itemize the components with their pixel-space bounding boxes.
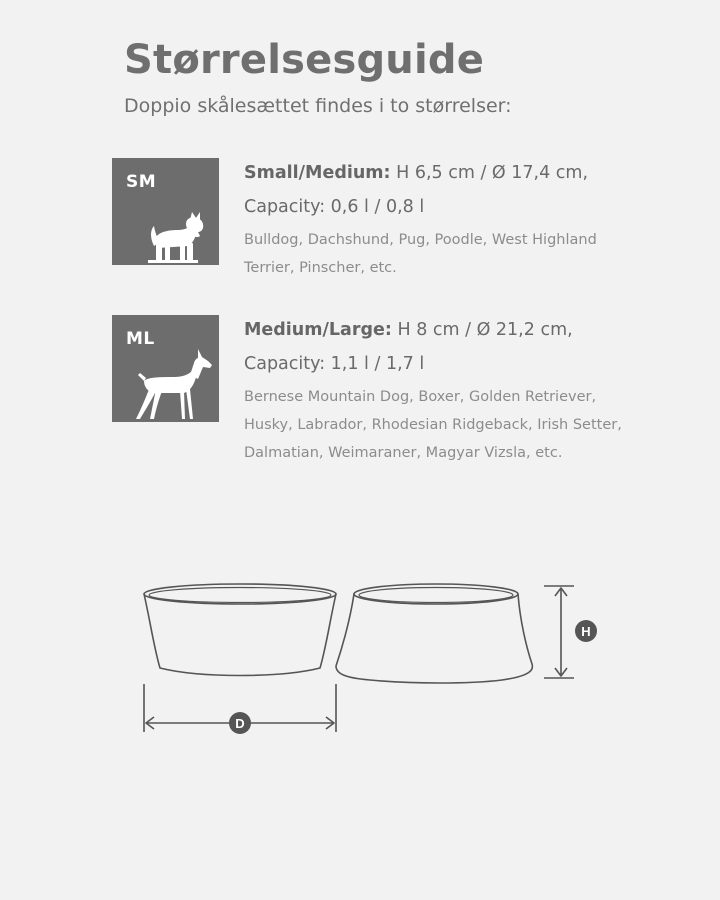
height-dimension-line (544, 586, 574, 678)
height-marker-label: H (581, 624, 591, 639)
size-capacity: Capacity: 1,1 l / 1,7 l (244, 354, 425, 374)
diameter-marker (229, 712, 251, 734)
size-badge-sm (112, 158, 219, 265)
diameter-marker-label: D (235, 716, 245, 731)
page-subtitle: Doppio skålesættet findes i to størrelser: (124, 95, 512, 117)
bowl-side-view-flared (336, 584, 532, 683)
height-marker (575, 620, 597, 642)
size-badge-ml (112, 315, 219, 422)
size-dimensions: H 6,5 cm / Ø 17,4 cm, (396, 163, 589, 183)
large-dog-icon (112, 315, 219, 422)
size-info-ml (244, 313, 634, 467)
badge-label: ML (126, 329, 155, 349)
page-title: Størrelsesguide (124, 37, 485, 83)
badge-label: SM (126, 172, 157, 192)
size-spec (244, 313, 634, 381)
small-dog-icon (112, 158, 219, 265)
size-info-sm (244, 156, 634, 282)
size-capacity: Capacity: 0,6 l / 0,8 l (244, 197, 425, 217)
breed-list: Bernese Mountain Dog, Boxer, Golden Retriever, Husky, Labrador, Rhodesian Ridgeback, Irish Setter, Dalmatian, Weimaraner, Magyar Vizsla, etc. (244, 389, 622, 461)
size-spec (244, 156, 634, 224)
size-dimensions: H 8 cm / Ø 21,2 cm, (397, 320, 573, 340)
size-name: Medium/Large: (244, 320, 392, 340)
size-name: Small/Medium: (244, 163, 391, 183)
bowl-side-view-tapered (144, 584, 336, 676)
breed-list: Bulldog, Dachshund, Pug, Poodle, West Highland Terrier, Pinscher, etc. (244, 232, 597, 276)
bowl-dimension-diagram (120, 570, 600, 750)
